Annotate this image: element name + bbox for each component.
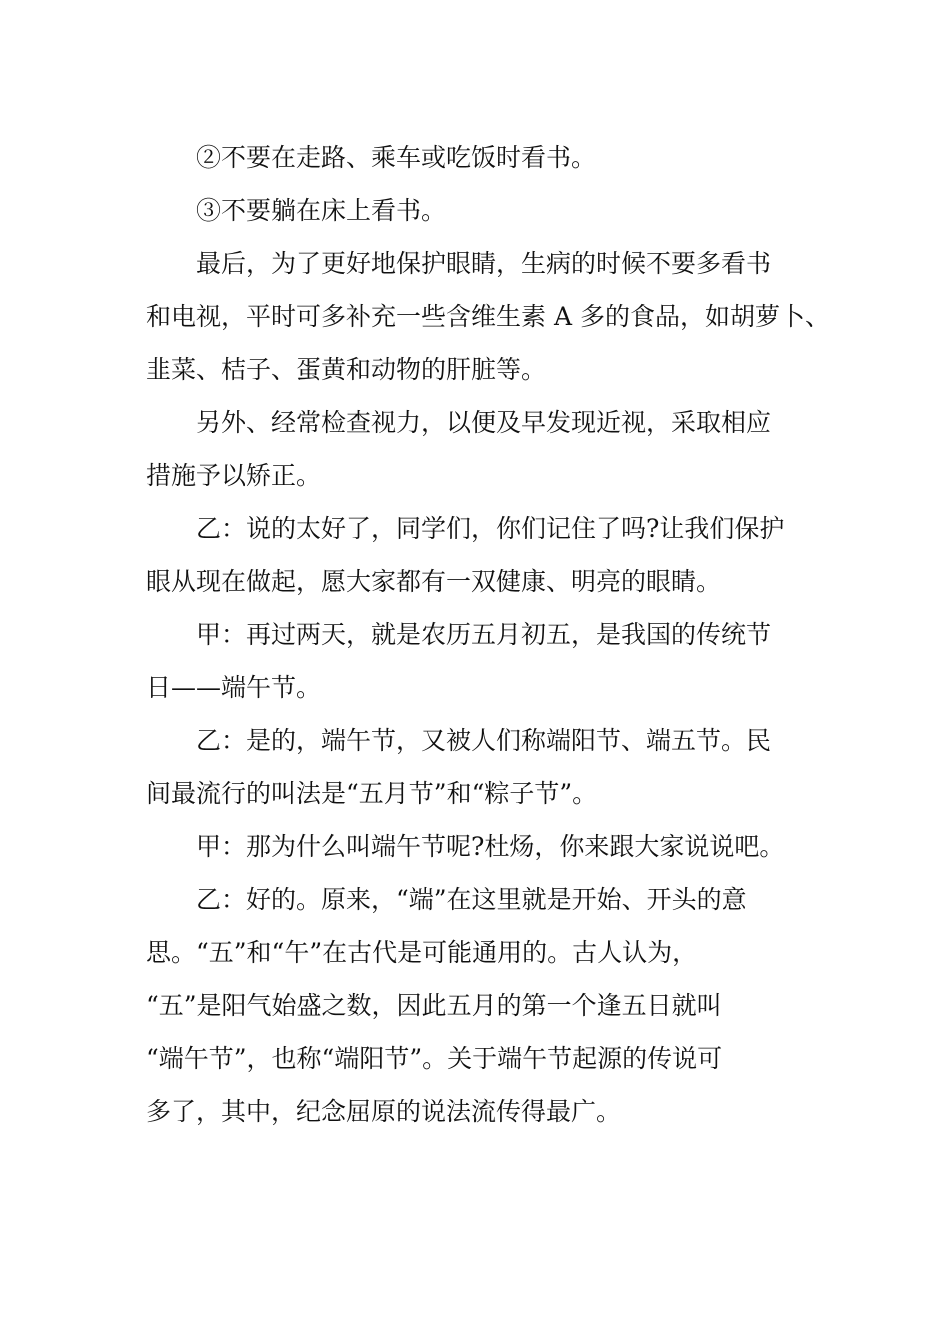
paragraph-additionally <box>146 396 826 502</box>
paragraph-dialogue-yi-2 <box>146 714 826 820</box>
paragraph-dialogue-jia-1 <box>146 608 826 714</box>
text-line: 多了，其中，纪念屈原的说法流传得最广。 <box>146 1097 622 1126</box>
paragraph-dialogue-yi-3 <box>146 873 826 1138</box>
text-line: ③不要躺在床上看书。 <box>196 196 447 225</box>
document-body <box>146 131 830 1138</box>
text-line: 乙：说的太好了，同学们，你们记住了吗?让我们保护 <box>196 514 785 543</box>
text-line: “五”是阳气始盛之数，因此五月的第一个逢五日就叫 <box>146 991 722 1020</box>
text-line: 日——端午节。 <box>146 673 322 702</box>
text-line: 和电视，平时可多补充一些含维生素 A 多的食品，如胡萝卜、 <box>146 302 830 331</box>
paragraph-tip-3 <box>146 184 826 237</box>
text-line: 间最流行的叫法是“五月节”和“粽子节”。 <box>146 779 598 808</box>
text-line: 乙：好的。原来，“端”在这里就是开始、开头的意 <box>196 885 747 914</box>
paragraph-dialogue-jia-2 <box>146 820 826 873</box>
paragraph-dialogue-yi-1 <box>146 502 826 608</box>
text-line: 最后，为了更好地保护眼睛，生病的时候不要多看书 <box>196 249 772 278</box>
paragraph-tip-2 <box>146 131 826 184</box>
text-line: ②不要在走路、乘车或吃饭时看书。 <box>196 143 597 172</box>
text-line: 甲：那为什么叫端午节呢?杜炀，你来跟大家说说吧。 <box>196 832 785 861</box>
text-line: 思。“五”和“午”在古代是可能通用的。古人认为， <box>146 938 698 967</box>
text-line: “端午节”，也称“端阳节”。关于端午节起源的传说可 <box>146 1044 723 1073</box>
text-line: 韭菜、桔子、蛋黄和动物的肝脏等。 <box>146 355 547 384</box>
text-line: 乙：是的，端午节，又被人们称端阳节、端五节。民 <box>196 726 772 755</box>
text-line: 另外、经常检查视力，以便及早发现近视，采取相应 <box>196 408 772 437</box>
text-line: 眼从现在做起，愿大家都有一双健康、明亮的眼睛。 <box>146 567 722 596</box>
text-line: 甲：再过两天，就是农历五月初五，是我国的传统节 <box>196 620 772 649</box>
text-line: 措施予以矫正。 <box>146 461 322 490</box>
paragraph-finally <box>146 237 830 396</box>
